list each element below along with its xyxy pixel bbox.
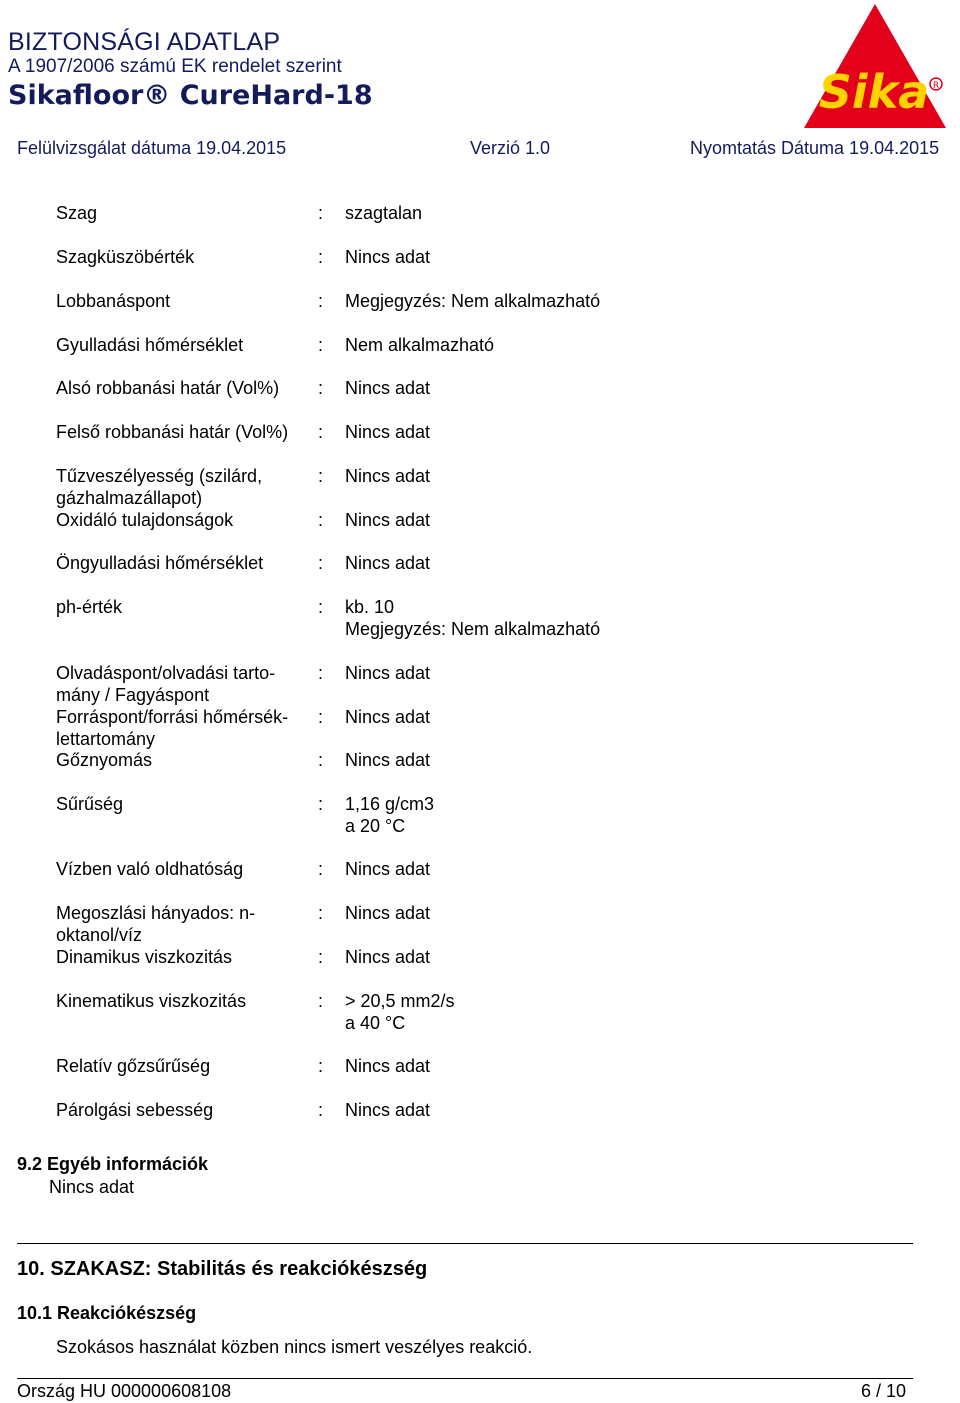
property-colon: :: [318, 597, 324, 617]
property-colon: :: [318, 859, 324, 879]
section-divider: [17, 1243, 913, 1244]
property-colon: :: [318, 750, 324, 770]
property-value: Nincs adat: [345, 553, 431, 573]
print-date: Nyomtatás Dátuma 19.04.2015: [690, 138, 940, 158]
sika-logo: [804, 4, 946, 132]
property-label: Oxidáló tulajdonságok: [56, 510, 234, 530]
property-value: szagtalan: [345, 203, 423, 223]
property-colon: :: [318, 291, 324, 311]
property-label: Öngyulladási hőmérséklet: [56, 553, 264, 573]
property-value: Nincs adat: [345, 378, 431, 398]
revision-date: Felülvizsgálat dátuma 19.04.2015: [17, 138, 287, 158]
property-value: Nincs adat: [345, 859, 431, 879]
property-label: Párolgási sebesség: [56, 1100, 214, 1120]
regulation-line: A 1907/2006 számú EK rendelet szerint: [8, 56, 342, 77]
property-colon: :: [318, 903, 324, 923]
property-colon: :: [318, 794, 324, 814]
property-label: ph-érték: [56, 597, 123, 617]
property-value: Megjegyzés: Nem alkalmazható: [345, 291, 601, 311]
property-value: Nincs adat: [345, 663, 431, 683]
property-colon: :: [318, 422, 324, 442]
section-9-2-text: Nincs adat: [49, 1177, 135, 1197]
property-value: Nincs adat: [345, 510, 431, 530]
property-label: Felső robbanási határ (Vol%): [56, 422, 289, 442]
property-colon: :: [318, 247, 324, 267]
section-10-1-title: 10.1 Reakciókészség: [17, 1303, 197, 1323]
property-label: Szag: [56, 203, 98, 223]
property-label: Alsó robbanási határ (Vol%): [56, 378, 280, 398]
footer-country: Ország HU 000000608108: [17, 1381, 232, 1401]
property-colon: :: [318, 203, 324, 223]
property-colon: :: [318, 663, 324, 683]
footer-divider: [17, 1378, 913, 1379]
property-label: Forráspont/forrási hőmérsék- lettartomány: [56, 707, 289, 749]
footer-page-number: 6 / 10: [860, 1381, 906, 1401]
property-label: Dinamikus viszkozitás: [56, 947, 233, 967]
property-colon: :: [318, 335, 324, 355]
property-value: Nincs adat: [345, 903, 431, 923]
property-label: Lobbanáspont: [56, 291, 171, 311]
property-label: Olvadáspont/olvadási tarto- mány / Fagyáspont: [56, 663, 276, 705]
property-colon: :: [318, 466, 324, 486]
property-value: 1,16 g/cm3 a 20 °C: [345, 794, 435, 836]
property-value: Nincs adat: [345, 247, 431, 267]
property-value: > 20,5 mm2/s a 40 °C: [345, 991, 455, 1033]
section-10-1-text: Szokásos használat közben nincs ismert veszélyes reakció.: [56, 1337, 533, 1357]
property-value: Nincs adat: [345, 1100, 431, 1120]
property-value: kb. 10 Megjegyzés: Nem alkalmazható: [345, 597, 601, 639]
product-name: Sikafloor® CureHard-18: [8, 80, 373, 111]
property-label: Gyulladási hőmérséklet: [56, 335, 244, 355]
property-colon: :: [318, 947, 324, 967]
property-value: Nincs adat: [345, 750, 431, 770]
property-label: Kinematikus viszkozitás: [56, 991, 247, 1011]
property-label: Sűrűség: [56, 794, 124, 814]
property-value: Nem alkalmazható: [345, 335, 495, 355]
property-colon: :: [318, 991, 324, 1011]
property-value: Nincs adat: [345, 707, 431, 727]
section-10-title: 10. SZAKASZ: Stabilitás és reakciókészség: [17, 1258, 428, 1280]
property-value: Nincs adat: [345, 466, 431, 486]
property-colon: :: [318, 553, 324, 573]
property-colon: :: [318, 1100, 324, 1120]
property-colon: :: [318, 378, 324, 398]
property-label: Relatív gőzsűrűség: [56, 1056, 211, 1076]
section-9-2-title: 9.2 Egyéb információk: [17, 1154, 209, 1174]
property-label: Szagküszöbérték: [56, 247, 195, 267]
property-label: Vízben való oldhatóság: [56, 859, 244, 879]
doc-title: BIZTONSÁGI ADATLAP: [8, 28, 281, 56]
property-value: Nincs adat: [345, 947, 431, 967]
property-value: Nincs adat: [345, 422, 431, 442]
version: Verzió 1.0: [470, 138, 551, 158]
svg-text:R: R: [932, 81, 940, 91]
property-label: Gőznyomás: [56, 750, 153, 770]
property-label: Megoszlási hányados: n- oktanol/víz: [56, 903, 256, 945]
property-colon: :: [318, 707, 324, 727]
logo-wordmark: Sika: [818, 65, 930, 119]
property-colon: :: [318, 1056, 324, 1076]
property-value: Nincs adat: [345, 1056, 431, 1076]
property-label: Tűzveszélyesség (szilárd, gázhalmazállapot): [56, 466, 263, 508]
property-colon: :: [318, 510, 324, 530]
